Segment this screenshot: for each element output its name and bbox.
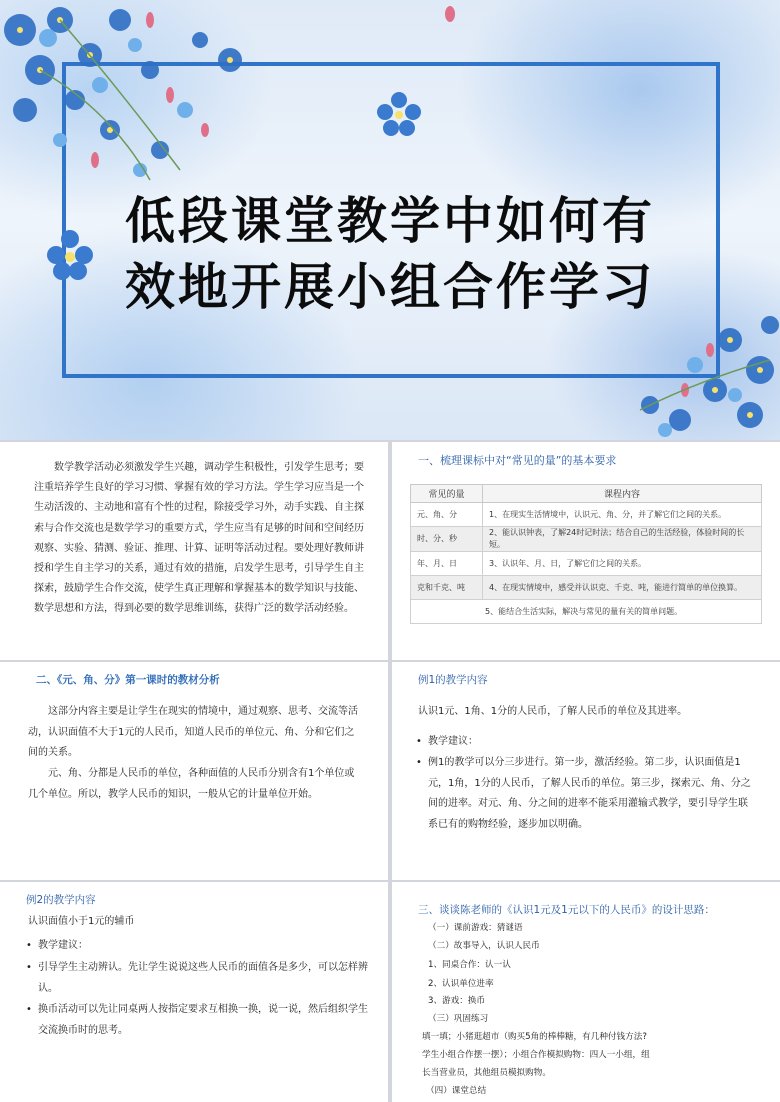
example2-heading: 例2的教学内容 [26,894,96,906]
design-line: （二）故事导入，认识人民币 [428,941,540,951]
design-line: 3、游戏：换币 [428,996,486,1006]
table-row [411,576,762,600]
example1-intro: 认识1元、1角、1分的人民币，了解人民币的单位及其进率。 [418,706,688,717]
example2-bullet-suggestion-text: 教学建议： [38,940,88,951]
flower-cluster-bottom-right [620,300,780,440]
analysis-paragraph-1-text: 这部分内容主要是让学生在现实的情境中，通过观察、思考、交流等活动，认识面值不大于1元的人民币，知道人民币的单位元、角、分和它们之间的关系。 [28,706,358,758]
design-line: 2、认识单位进率 [428,979,494,989]
principles-text: 数学教学活动必须激发学生兴趣，调动学生积极性，引发学生思考；要注重培养学生良好的学习习惯、掌握有效的学习方法。学生学习应当是一个生动活泼的、主动地和富有个性的过程，除接受学习外，动手实践、自主探索与合作交流也是数学学习的重要方式，学生应当有足够的时间和空间经历观察、实验、猜测、验证、推理、计算、证明等活动过程。要处理好教师讲授和学生自主学习的关系，通过有效的措施，启发学生思考，引导学生自主探索，鼓励学生合作交流，使学生真正理解和掌握基本的数学知识与技能、数学思想和方法，得到必要的数学思维训练，获得广泛的数学活动经验。 [34,462,364,615]
design-line: 1、同桌合作：认一认 [428,960,511,970]
slide-textbook-analysis [0,662,388,880]
table-cell: 5、能结合生活实际，解决与常见的量有关的简单问题。 [411,600,762,624]
table-header-quantity: 常见的量 [411,485,483,503]
design-heading: 三、谈谈陈老师的《认识1元及1元以下的人民币》的设计思路： [418,904,715,916]
table-header-content: 课程内容 [483,485,762,503]
table-cell: 元、角、分 [411,503,483,527]
table-row [411,552,762,576]
slide-example1 [392,662,780,880]
table-cell: 年、月、日 [411,552,483,576]
cover-title-line2: 效地开展小组合作学习 [125,258,655,316]
design-line: （一）课前游戏：猜谜语 [428,923,523,933]
bullet-dot: • [26,940,32,951]
example1-bullet-suggestion [416,732,768,753]
example1-bullet-suggestion-text: 教学建议： [428,736,478,747]
bullet-dot: • [416,736,422,747]
bullet-dot: • [26,962,32,973]
example2-bullet-identify [26,958,368,999]
example1-bullet-steps [416,753,754,835]
design-line: 填一填；小猪逛超市（购买5角的棒棒糖，有几种付钱方法? [422,1032,647,1042]
cover-slide [0,0,780,440]
table-cell: 克和千克、吨 [411,576,483,600]
petal-top-right [440,4,460,24]
analysis-paragraph-2-text: 元、角、分都是人民币的单位，各种面值的人民币分别含有1个单位或几个单位。所以，教学人民币的知识，一般从它的计量单位开始。 [28,768,355,800]
cover-title-line1: 低段课堂教学中如何有 [125,192,655,250]
flower-cluster-top-left [0,0,260,200]
slide-design-ideas [392,882,780,1102]
table-row [411,527,762,552]
cover-title [40,188,740,320]
example1-heading: 例1的教学内容 [418,674,488,686]
design-line: 长当营业员，其他组员模拟购物。 [422,1068,551,1078]
table-header-row [411,485,762,503]
example2-intro: 认识面值小于1元的辅币 [28,916,135,927]
bullet-dot: • [26,1004,32,1015]
example2-bullet-exchange [26,1000,368,1041]
flower-top-center [375,90,423,138]
example2-bullet-suggestion [26,936,368,957]
design-line: 学生小组合作摆一摆）；小组合作模拟购物：四人一小组，组 [422,1050,650,1060]
curriculum-heading: 一、梳理课标中对“常见的量”的基本要求 [418,454,617,467]
example2-bullet-identify-text: 引导学生主动辨认。先让学生说说这些人民币的面值各是多少，可以怎样辨认。 [38,962,368,994]
analysis-paragraph-1 [28,702,364,764]
design-line: （四）课堂总结 [426,1086,487,1096]
example1-bullet-steps-text: 例1的教学可以分三步进行。第一步，激活经验。第二步，认识面值是1元，1角，1分的人民币，了解人民币的单位。第三步，探索元、角、分之间的进率。对元、角、分之间的进率不能采用灌输式教学，要引导学生联系已有的购物经验，逐步加以明确。 [428,757,751,830]
curriculum-table [410,484,762,624]
table-row [411,600,762,624]
table-row [411,503,762,527]
table-cell: 4、在现实情境中，感受并认识克、千克、吨，能进行简单的单位换算。 [483,576,762,600]
example2-bullet-exchange-text: 换币活动可以先让同桌两人按指定要求互相换一换，说一说，然后组织学生交流换币时的思考。 [38,1004,368,1036]
slide-example2 [0,882,388,1102]
slide-teaching-principles [0,442,388,660]
bullet-dot: • [416,757,422,768]
slide-curriculum-requirements [392,442,780,660]
analysis-paragraph-2 [28,764,364,805]
principles-paragraph [34,458,364,620]
table-cell: 2、能认识钟表，了解24时记时法；结合自己的生活经验，体验时间的长短。 [483,527,762,552]
table-cell: 时、分、秒 [411,527,483,552]
analysis-heading: 二、《元、角、分》第一课时的教材分析 [36,674,220,686]
table-cell: 1、在现实生活情境中，认识元、角、分，并了解它们之间的关系。 [483,503,762,527]
table-cell: 3、认识年、月、日，了解它们之间的关系。 [483,552,762,576]
design-line: （三）巩固练习 [428,1014,489,1024]
